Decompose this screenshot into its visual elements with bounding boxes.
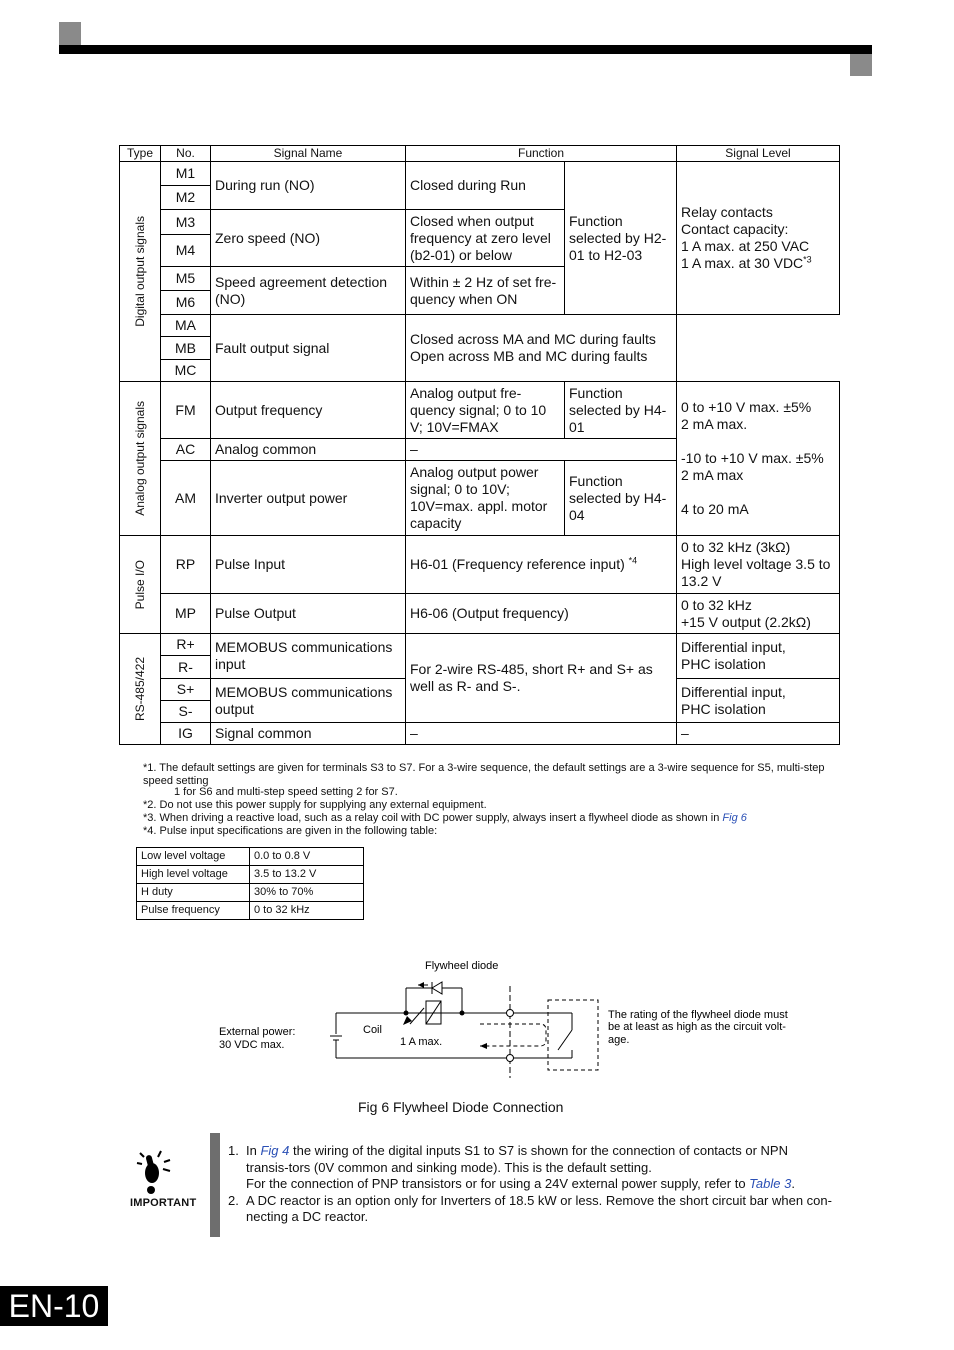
footnote-3: *3. When driving a reactive load, such as a relay coil with DC power supply, always insert a flywheel diode as shown in Fig 6	[143, 812, 747, 824]
signal-pulse-output: Pulse Output	[211, 594, 406, 634]
coil-label: Coil	[363, 1024, 382, 1036]
signal-memobus-output: MEMOBUS communications output	[211, 679, 406, 723]
important-label: IMPORTANT	[130, 1197, 197, 1209]
table-row	[120, 634, 840, 656]
footnote-4: *4. Pulse input specifications are given in the following table:	[143, 825, 438, 837]
signal-during-run: During run (NO)	[211, 162, 406, 210]
function-speed-agreement: Within ± 2 Hz of set fre-quency when ON	[406, 267, 565, 315]
signal-fault-output: Fault output signal	[211, 315, 406, 382]
table-row	[120, 723, 840, 745]
signal-speed-agreement: Speed agreement detection (NO)	[211, 267, 406, 315]
header-bar	[59, 45, 872, 54]
rating-label-1: The rating of the flywheel diode must	[608, 1009, 788, 1021]
header-signal-level: Signal Level	[677, 146, 840, 162]
table3-link[interactable]: Table 3	[749, 1176, 792, 1191]
signal-pulse-input: Pulse Input	[211, 536, 406, 594]
table-row: High level voltage 3.5 to 13.2 V	[137, 866, 364, 884]
signal-table	[119, 145, 840, 745]
important-bar	[210, 1133, 220, 1237]
terminal-m2: M2	[161, 186, 211, 210]
header-no: No.	[161, 146, 211, 162]
signal-zero-speed: Zero speed (NO)	[211, 210, 406, 267]
terminal-r-plus: R+	[161, 634, 211, 656]
header-square-left	[59, 22, 81, 46]
function-zero-speed: Closed when output frequency at zero level (b2-01) or below	[406, 210, 565, 267]
terminal-fm: FM	[161, 382, 211, 439]
amax-label: 1 A max.	[400, 1036, 443, 1048]
table-row	[120, 162, 840, 186]
level-relay: Relay contacts Contact capacity: 1 A max. at 250 VAC 1 A max. at 30 VDC$^{*3}$	[677, 162, 840, 315]
rating-label-3: age.	[608, 1034, 630, 1046]
function-output-frequency: Analog output fre-quency signal; 0 to 10 V; 10V=FMAX	[406, 382, 565, 439]
terminal-m3: M3	[161, 210, 211, 235]
footnote-1-continued: 1 for S6 and multi-step speed setting 2 for S7.	[174, 786, 398, 798]
terminal-mb: MB	[161, 337, 211, 360]
function-during-run: Closed during Run	[406, 162, 565, 210]
header-square-right	[850, 54, 872, 76]
level-analog: 0 to +10 V max. ±5% 2 mA max. -10 to +10 V max. ±5% 2 mA max 4 to 20 mA	[677, 382, 840, 536]
terminal-ma: MA	[161, 315, 211, 337]
group-digital: Digital output signals	[120, 162, 161, 382]
group-rs485: RS-485/422	[120, 634, 161, 745]
function-inverter-output-power: Analog output power signal; 0 to 10V; 10V=max. appl. motor capacity	[406, 461, 565, 536]
signal-output-frequency: Output frequency	[211, 382, 406, 439]
rating-label-2: be at least as high as the circuit volt-	[608, 1021, 786, 1033]
terminal-s-minus: S-	[161, 701, 211, 723]
table-row	[120, 536, 840, 594]
table-row: H duty 30% to 70%	[137, 884, 364, 902]
pulse-spec-table	[136, 847, 364, 920]
terminal-ig: IG	[161, 723, 211, 745]
signal-memobus-input: MEMOBUS communications input	[211, 634, 406, 679]
signal-analog-common: Analog common	[211, 439, 406, 461]
terminal-ac: AC	[161, 439, 211, 461]
figure-caption: Fig 6 Flywheel Diode Connection	[358, 1099, 564, 1115]
group-analog: Analog output signals	[120, 382, 161, 536]
header-type: Type	[120, 146, 161, 162]
list-item: 1. In Fig 4 the wiring of the digital inputs S1 to S7 is shown for the connection of contacts or NPN transis-tors (0V common and sinking mode). This is the default setting. For the connection of PNP transistors or for using a 24V external power supply, refer to Table 3.	[228, 1143, 795, 1191]
flywheel-diode-diagram	[200, 950, 800, 1085]
fig6-link[interactable]: Fig 6	[722, 812, 747, 824]
footnote-1: *1. The default settings are given for terminals S3 to S7. For a 3-wire sequence, the default settings are a 3-wire sequence for S5, multi-step speed setting	[143, 762, 825, 787]
group-pulse: Pulse I/O	[120, 536, 161, 634]
function-h4-01: Function selected by H4-01	[565, 382, 677, 439]
function-rs485: For 2-wire RS-485, short R+ and S+ as well as R- and S-.	[406, 634, 677, 723]
table-row	[120, 594, 840, 634]
important-hand-icon	[135, 1145, 185, 1197]
level-differential-input: Differential input, PHC isolation	[677, 634, 840, 679]
function-h4-04: Function selected by H4-04	[565, 461, 677, 536]
header-function: Function	[406, 146, 677, 162]
function-fault-output: Closed across MA and MC during faults Open across MB and MC during faults	[406, 315, 677, 382]
level-pulse-output: 0 to 32 kHz +15 V output (2.2kΩ)	[677, 594, 840, 634]
terminal-am: AM	[161, 461, 211, 536]
terminal-mc: MC	[161, 360, 211, 382]
terminal-m6: M6	[161, 291, 211, 315]
important-list	[228, 1143, 833, 1226]
level-differential-output: Differential input, PHC isolation	[677, 679, 840, 723]
terminal-s-plus: S+	[161, 679, 211, 701]
terminal-r-minus: R-	[161, 656, 211, 679]
signal-common: Signal common	[211, 723, 406, 745]
terminal-rp: RP	[161, 536, 211, 594]
terminal-m5: M5	[161, 267, 211, 291]
function-h2: Function selected by H2-01 to H2-03	[565, 162, 677, 315]
function-pulse-output: H6-06 (Output frequency)	[406, 594, 677, 634]
table-row	[120, 382, 840, 439]
function-pulse-input: H6-01 (Frequency reference input) $^{*4}$	[406, 536, 677, 594]
flywheel-label: Flywheel diode	[425, 960, 499, 972]
table-row: Pulse frequency 0 to 32 kHz	[137, 902, 364, 920]
level-signal-common: –	[677, 723, 840, 745]
footnote-2: *2. Do not use this power supply for supplying any external equipment.	[143, 799, 487, 811]
table-row: Low level voltage 0.0 to 0.8 V	[137, 848, 364, 866]
level-pulse-input: 0 to 32 kHz (3kΩ) High level voltage 3.5 to 13.2 V	[677, 536, 840, 594]
terminal-mp: MP	[161, 594, 211, 634]
list-item: 2. A DC reactor is an option only for Inverters of 18.5 kW or less. Remove the short circuit bar when con-necting a DC reactor.	[228, 1192, 832, 1224]
function-signal-common: –	[406, 723, 677, 745]
table-header-row	[120, 146, 840, 162]
fig4-link[interactable]: Fig 4	[260, 1143, 290, 1158]
ext-power-label-2: 30 VDC max.	[219, 1039, 285, 1051]
table-row	[120, 315, 840, 337]
terminal-m4: M4	[161, 235, 211, 267]
terminal-m1: M1	[161, 162, 211, 186]
function-analog-common: –	[406, 439, 677, 461]
signal-inverter-output-power: Inverter output power	[211, 461, 406, 536]
ext-power-label-1: External power:	[219, 1026, 296, 1038]
header-signal-name: Signal Name	[211, 146, 406, 162]
page-number: EN-10	[8, 1288, 100, 1324]
